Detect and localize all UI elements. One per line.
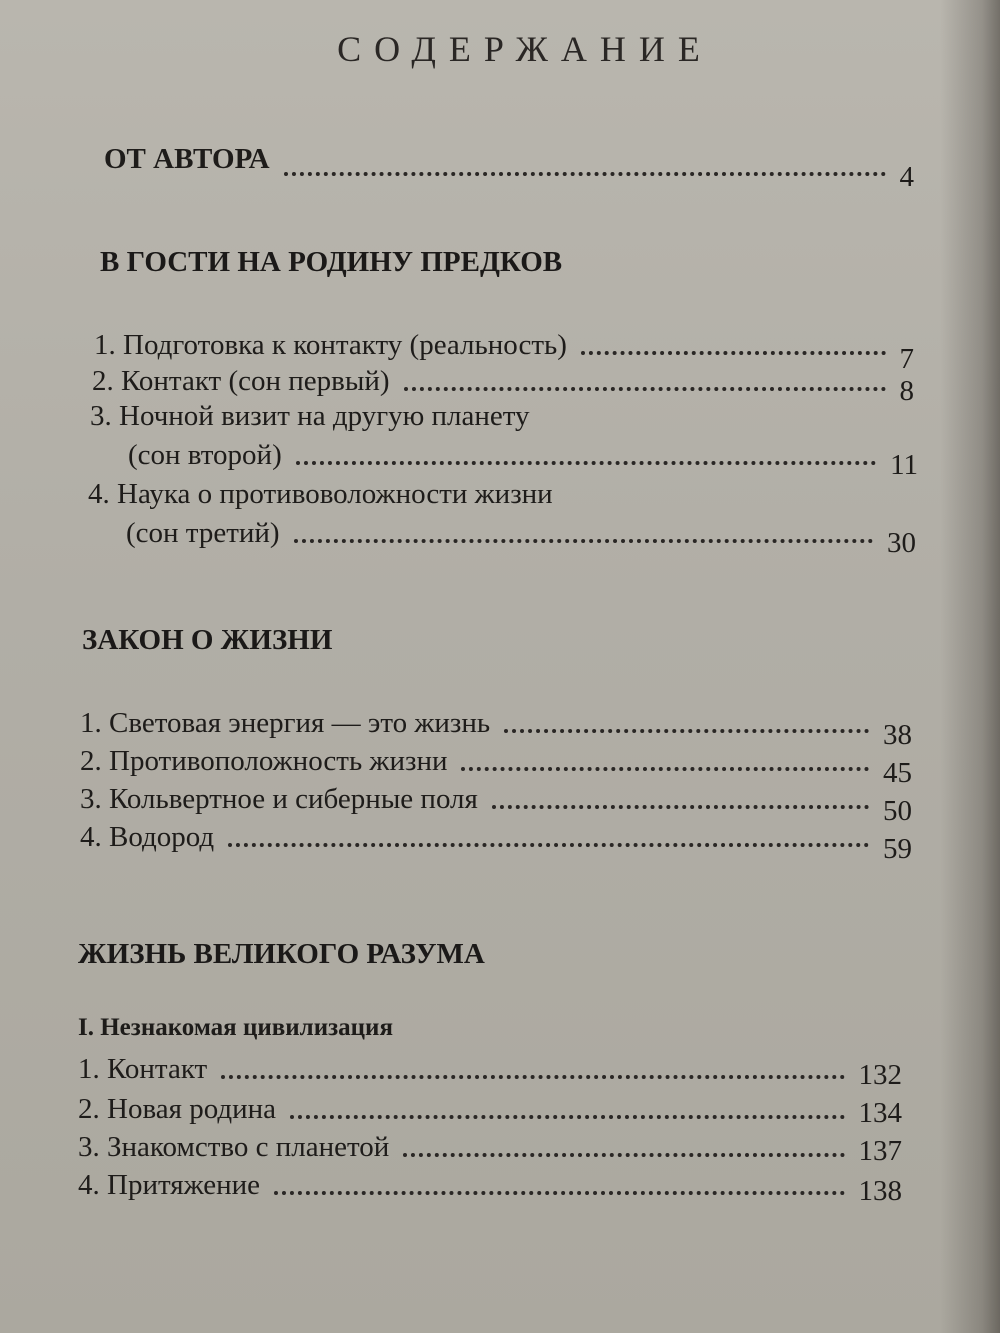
spine-shadow [940, 0, 1000, 1333]
leader-dots [274, 1191, 844, 1195]
toc-entry-page: 132 [858, 1059, 902, 1091]
toc-entry-text: 1. Световая энергия — это жизнь [80, 707, 491, 739]
leader-dots [294, 539, 873, 543]
toc-entry-page: 134 [858, 1097, 902, 1129]
toc-entry-page: 7 [899, 343, 914, 375]
toc-entry-text: 4. Притяжение [78, 1169, 261, 1201]
leader-dots [461, 767, 869, 771]
toc-entry [92, 362, 914, 407]
toc-entry-text: 1. Контакт [78, 1053, 208, 1085]
toc-entry [80, 704, 912, 751]
toc-entry [80, 780, 912, 827]
toc-entry [80, 818, 912, 865]
toc-entry-text: 3. Кольвертное и сиберные поля [80, 783, 478, 815]
subsection-heading: I. Незнакомая цивилизация [78, 1014, 393, 1041]
toc-entry [78, 1050, 902, 1091]
leader-dots [290, 1115, 844, 1119]
toc-entry [78, 1166, 902, 1207]
section-heading-2: ЗАКОН О ЖИЗНИ [82, 624, 333, 656]
leader-dots [504, 729, 869, 733]
toc-entry-text: 4. Водород [80, 821, 215, 853]
toc-entry-continuation: (сон третий) [126, 517, 280, 549]
toc-entry-page: 30 [887, 527, 916, 559]
leader-dots [492, 805, 869, 809]
toc-entry-continuation: (сон второй) [128, 439, 282, 471]
toc-entry-text: 1. Подготовка к контакту (реальность) [94, 329, 567, 361]
toc-entry-page: 59 [883, 833, 912, 865]
toc-entry [78, 1128, 902, 1167]
toc-entry [94, 326, 914, 375]
toc-entry-text: 3. Ночной визит на другую планету [90, 400, 530, 432]
toc-entry-text: 2. Противоположность жизни [80, 745, 448, 777]
toc-entry [78, 1090, 902, 1129]
toc-entry-page: 50 [883, 795, 912, 827]
toc-entry-page: 138 [858, 1175, 902, 1207]
leader-dots [221, 1075, 844, 1079]
toc-entry-page: 45 [883, 757, 912, 789]
page-title: СОДЕРЖАНИЕ [337, 29, 713, 69]
toc-entry [126, 514, 916, 559]
toc-entry-page: 4 [899, 161, 914, 193]
toc-entry-text: 3. Знакомство с планетой [78, 1131, 390, 1163]
toc-entry-intro [104, 140, 914, 193]
leader-dots [284, 172, 886, 176]
toc-entry-page: 8 [899, 375, 914, 407]
toc-entry-text: 4. Наука о противоволожности жизни [88, 478, 553, 510]
leader-dots [228, 843, 869, 847]
leader-dots [581, 351, 886, 355]
toc-entry-page: 38 [883, 719, 912, 751]
section-heading-1: В ГОСТИ НА РОДИНУ ПРЕДКОВ [100, 246, 563, 278]
toc-entry-text: 2. Контакт (сон первый) [92, 365, 390, 397]
toc-entry [128, 436, 918, 481]
toc-entry-page: 11 [890, 449, 918, 481]
toc-entry-page: 137 [858, 1135, 902, 1167]
toc-entry [80, 742, 912, 789]
toc-entry-text: 2. Новая родина [78, 1093, 277, 1125]
leader-dots [296, 461, 876, 465]
leader-dots [403, 1153, 844, 1157]
section-heading-3: ЖИЗНЬ ВЕЛИКОГО РАЗУМА [78, 938, 485, 970]
toc-entry-text: ОТ АВТОРА [104, 143, 270, 175]
leader-dots [404, 387, 886, 391]
